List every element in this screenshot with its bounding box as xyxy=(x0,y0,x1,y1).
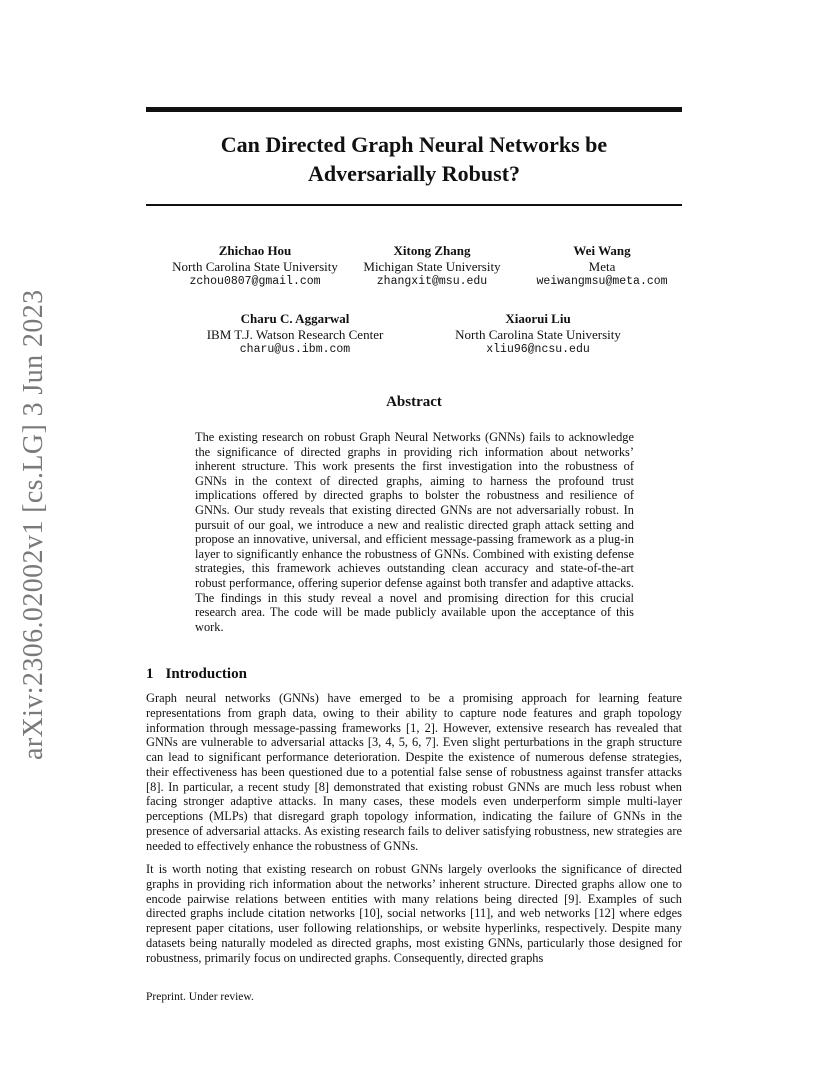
preprint-footer: Preprint. Under review. xyxy=(146,991,254,1003)
author-name: Charu C. Aggarwal xyxy=(240,311,350,326)
author-affiliation: Meta xyxy=(588,258,616,274)
author-email[interactable]: charu@us.ibm.com xyxy=(239,343,351,356)
abstract-heading: Abstract xyxy=(386,394,442,410)
paper-title xyxy=(146,130,682,188)
author-block xyxy=(160,243,350,290)
title-line-2: Adversarially Robust? xyxy=(307,161,521,186)
abstract-text: The existing research on robust Graph Neural Networks (GNNs) fails to acknowledge the significance of directed graphs in providing rich information about networks’ inherent structure. This work presents the first investigation into the robustness of GNNs in the context of directed graphs, aiming to harness the profound trust implications offered by directed graphs to bolster the robustness and resilience of GNNs. Our study reveals that existing directed GNNs are not adversarially robust. In pursuit of our goal, we introduce a new and realistic directed graph attack setting and propose an innovative, universal, and efficient message-passing framework as a plug-in layer to significantly enhance the robustness of GNNs. Combined with existing defense strategies, this framework achieves outstanding clean accuracy and state-of-the-art robust performance, offering superior defense against both transfer and adaptive attacks. The findings in this study reveal a novel and promising direction for this crucial research area. The code will be made publicly available upon the acceptance of this work. xyxy=(195,430,634,634)
section-title: Introduction xyxy=(165,666,247,682)
section-heading xyxy=(146,666,247,683)
author-name: Wei Wang xyxy=(573,243,631,258)
author-name: Xiaorui Liu xyxy=(505,311,571,326)
title-top-rule xyxy=(146,107,682,112)
author-block xyxy=(352,243,512,290)
intro-paragraph-1: Graph neural networks (GNNs) have emerged to be a promising approach for learning feature representations from graph data, owing to their ability to capture node features and graph topology information through message-passing frameworks [1, 2]. However, extensive research has revealed that GNNs are vulnerable to adversarial attacks [3, 4, 5, 6, 7]. Even slight perturbations in the graph structure can lead to significant performance deterioration. Despite the existence of numerous defense strategies, their effectiveness has been questioned due to a potential false sense of robustness against transfer attacks [8]. In particular, a recent study [8] demonstrated that existing robust GNNs are much less robust when facing stronger adaptive attacks. In many cases, these models even underperform simple multi-layer perceptions (MLPs) that disregard graph topology information, indicating the failure of GNNs in the presence of adversarial attacks. As existing research fails to deliver satisfying robustness, new strategies are needed to effectively enhance the robustness of GNNs. xyxy=(146,691,682,853)
author-email[interactable]: weiwangmsu@meta.com xyxy=(536,275,668,288)
arxiv-identifier: arXiv:2306.02002v1 [cs.LG] 3 Jun 2023 xyxy=(18,289,49,760)
title-bottom-rule xyxy=(146,204,682,206)
author-block xyxy=(438,311,638,358)
section-number: 1 xyxy=(146,666,154,682)
author-email[interactable]: zhangxit@msu.edu xyxy=(376,275,488,288)
author-block xyxy=(190,311,400,358)
author-name: Zhichao Hou xyxy=(218,243,292,258)
author-block xyxy=(522,243,682,290)
author-affiliation: Michigan State University xyxy=(363,258,501,274)
author-affiliation: North Carolina State University xyxy=(172,258,338,274)
author-email[interactable]: zchou0807@gmail.com xyxy=(189,275,321,288)
title-line-1: Can Directed Graph Neural Networks be xyxy=(220,132,608,157)
author-affiliation: IBM T.J. Watson Research Center xyxy=(206,326,384,342)
author-email[interactable]: xliu96@ncsu.edu xyxy=(486,343,590,356)
author-affiliation: North Carolina State University xyxy=(455,326,621,342)
author-name: Xitong Zhang xyxy=(393,243,471,258)
intro-paragraph-2: It is worth noting that existing research on robust GNNs largely overlooks the significance of directed graphs in providing rich information about the networks’ inherent structure. Directed graphs allow one to encode pairwise relations between entities with many relations being directed [9]. Examples of such directed graphs include citation networks [10], social networks [11], and web networks [12] where edges represent paper citations, user following relationships, or website hyperlinks, respectively. Despite many datasets being naturally modeled as directed graphs, most existing GNNs, particularly those designed for robustness, primarily focus on undirected graphs. Consequently, directed graphs xyxy=(146,862,682,965)
